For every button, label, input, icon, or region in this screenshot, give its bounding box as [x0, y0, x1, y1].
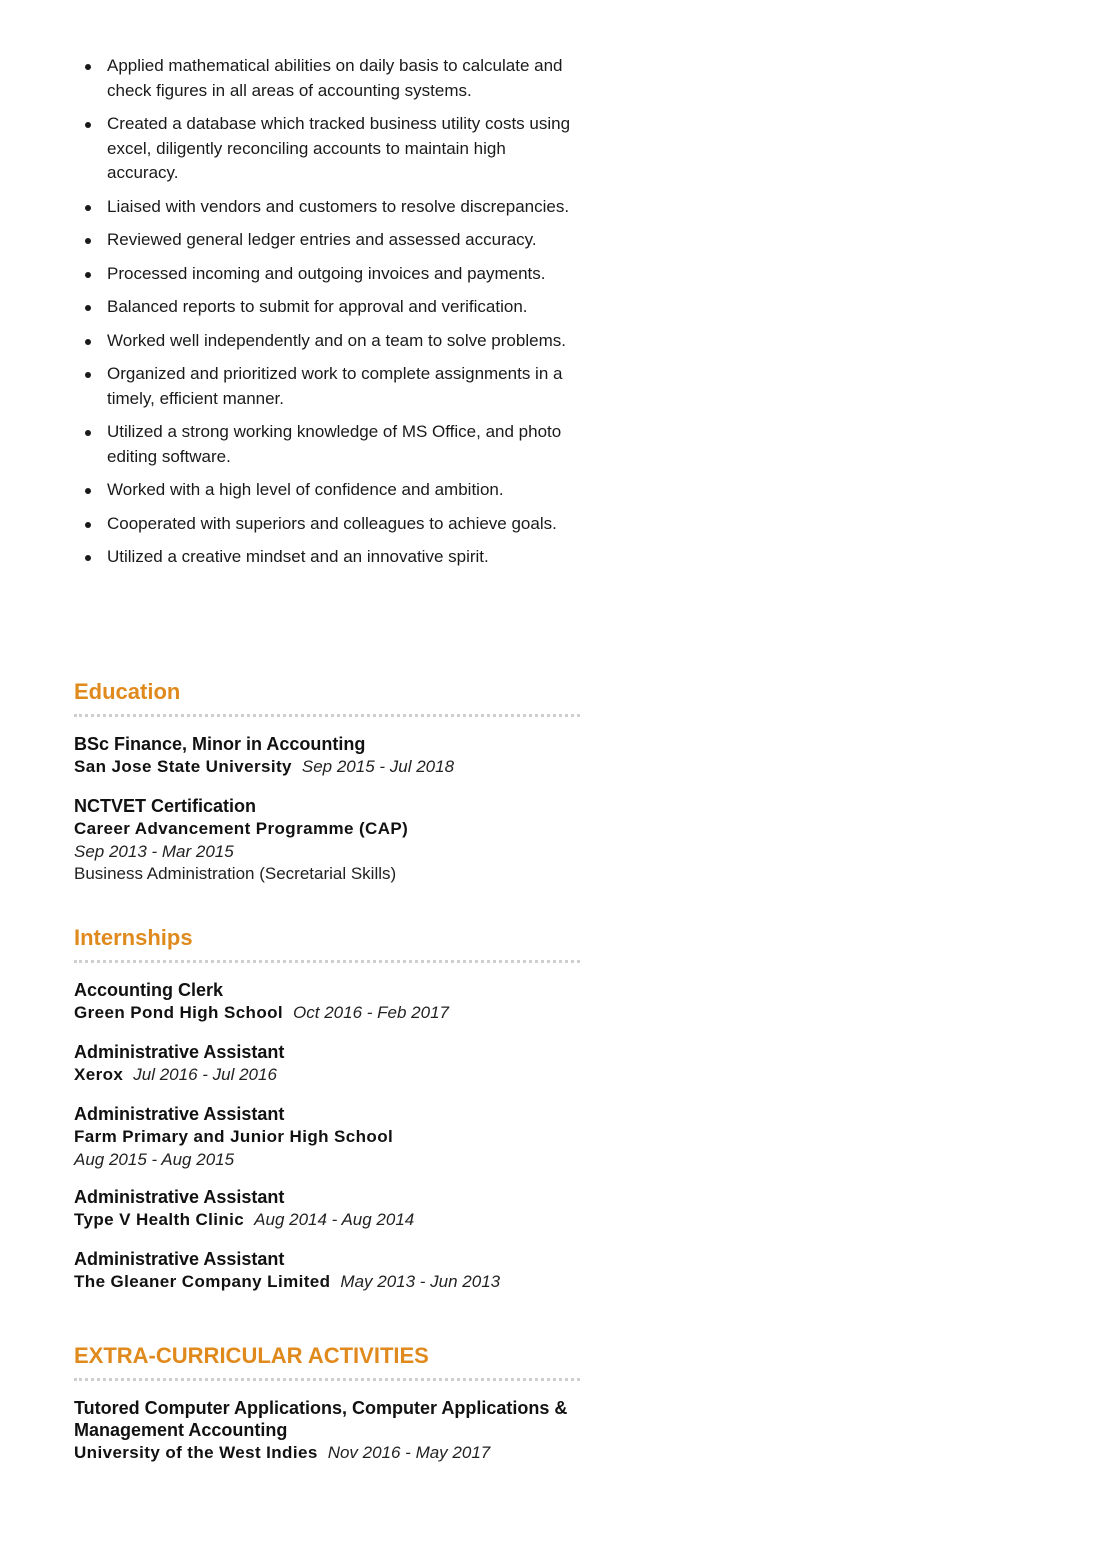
experience-bullet-list — [74, 54, 580, 579]
date-range: Sep 2013 - Mar 2015 — [74, 842, 234, 861]
section-divider — [74, 960, 580, 963]
date-range: May 2013 - Jun 2013 — [340, 1272, 501, 1291]
bullet-dot-icon — [85, 272, 91, 278]
org-name: Xerox — [74, 1065, 124, 1084]
role-title: Administrative Assistant — [74, 1187, 285, 1207]
date-range: Aug 2015 - Aug 2015 — [74, 1150, 235, 1169]
bullet-item: Liaised with vendors and customers to resolve discrepancies. — [74, 195, 580, 220]
degree-title: BSc Finance, Minor in Accounting — [74, 734, 366, 754]
bullet-item: Reviewed general ledger entries and assessed accuracy. — [74, 228, 580, 253]
bullet-item: Processed incoming and outgoing invoices and payments. — [74, 262, 580, 287]
bullet-dot-icon — [85, 555, 91, 561]
bullet-item: Worked with a high level of confidence and ambition. — [74, 478, 580, 503]
bullet-dot-icon — [85, 372, 91, 378]
org-line — [74, 1441, 580, 1465]
education-note: Business Administration (Secretarial Skills) — [74, 864, 397, 883]
bullet-dot-icon — [85, 430, 91, 436]
activity-title: Tutored Computer Applications, Computer Applications & Management Accounting — [74, 1398, 568, 1440]
org-name: Green Pond High School — [74, 1003, 284, 1022]
internship-entry — [74, 979, 580, 1025]
section-divider — [74, 714, 580, 717]
school-name: San Jose State University — [74, 757, 292, 776]
bullet-item: Worked well independently and on a team to solve problems. — [74, 329, 580, 354]
internship-entry — [74, 1041, 580, 1087]
bullet-item: Organized and prioritized work to complete assignments in a timely, efficient manner. — [74, 362, 580, 411]
bullet-dot-icon — [85, 305, 91, 311]
org-line — [74, 1208, 580, 1232]
internship-entry — [74, 1248, 580, 1294]
org-line — [74, 1125, 580, 1170]
school-name: Career Advancement Programme (CAP) — [74, 819, 409, 838]
org-name: Farm Primary and Junior High School — [74, 1127, 394, 1146]
education-entry — [74, 733, 580, 779]
activity-entry — [74, 1397, 580, 1465]
school-line — [74, 817, 580, 862]
date-range: Oct 2016 - Feb 2017 — [293, 1003, 449, 1022]
education-section — [74, 678, 580, 886]
org-line — [74, 1270, 580, 1294]
org-name: The Gleaner Company Limited — [74, 1272, 331, 1291]
bullet-item: Applied mathematical abilities on daily basis to calculate and check figures in all areas of accounting systems. — [74, 54, 580, 103]
extracurricular-heading: EXTRA-CURRICULAR ACTIVITIES — [74, 1343, 429, 1368]
role-title: Accounting Clerk — [74, 980, 224, 1000]
role-title: Administrative Assistant — [74, 1249, 285, 1269]
date-range: Sep 2015 - Jul 2018 — [301, 757, 455, 776]
extracurricular-section — [74, 1342, 580, 1465]
education-entry — [74, 795, 580, 886]
date-range: Aug 2014 - Aug 2014 — [254, 1210, 415, 1229]
org-line — [74, 1001, 580, 1025]
school-line — [74, 755, 580, 779]
bullet-dot-icon — [85, 122, 91, 128]
bullet-item: Created a database which tracked business utility costs using excel, diligently reconciling accounts to maintain high accuracy. — [74, 112, 580, 186]
education-heading: Education — [74, 679, 181, 704]
internships-section — [74, 924, 580, 1294]
bullet-dot-icon — [85, 205, 91, 211]
role-title: Administrative Assistant — [74, 1104, 285, 1124]
bullet-item: Utilized a strong working knowledge of MS Office, and photo editing software. — [74, 420, 580, 469]
role-title: Administrative Assistant — [74, 1042, 285, 1062]
org-line — [74, 1063, 580, 1087]
bullet-dot-icon — [85, 339, 91, 345]
org-name: University of the West Indies — [74, 1443, 318, 1462]
internship-entry — [74, 1103, 580, 1170]
bullet-item: Balanced reports to submit for approval and verification. — [74, 295, 580, 320]
date-range: Jul 2016 - Jul 2016 — [133, 1065, 277, 1084]
section-divider — [74, 1378, 580, 1381]
bullet-item: Cooperated with superiors and colleagues to achieve goals. — [74, 512, 580, 537]
bullet-dot-icon — [85, 64, 91, 70]
internship-entry — [74, 1186, 580, 1232]
bullet-dot-icon — [85, 488, 91, 494]
bullet-dot-icon — [85, 238, 91, 244]
internships-heading: Internships — [74, 925, 193, 950]
date-range: Nov 2016 - May 2017 — [327, 1443, 491, 1462]
degree-title: NCTVET Certification — [74, 796, 257, 816]
bullet-dot-icon — [85, 522, 91, 528]
bullet-item: Utilized a creative mindset and an innovative spirit. — [74, 545, 580, 570]
org-name: Type V Health Clinic — [74, 1210, 245, 1229]
